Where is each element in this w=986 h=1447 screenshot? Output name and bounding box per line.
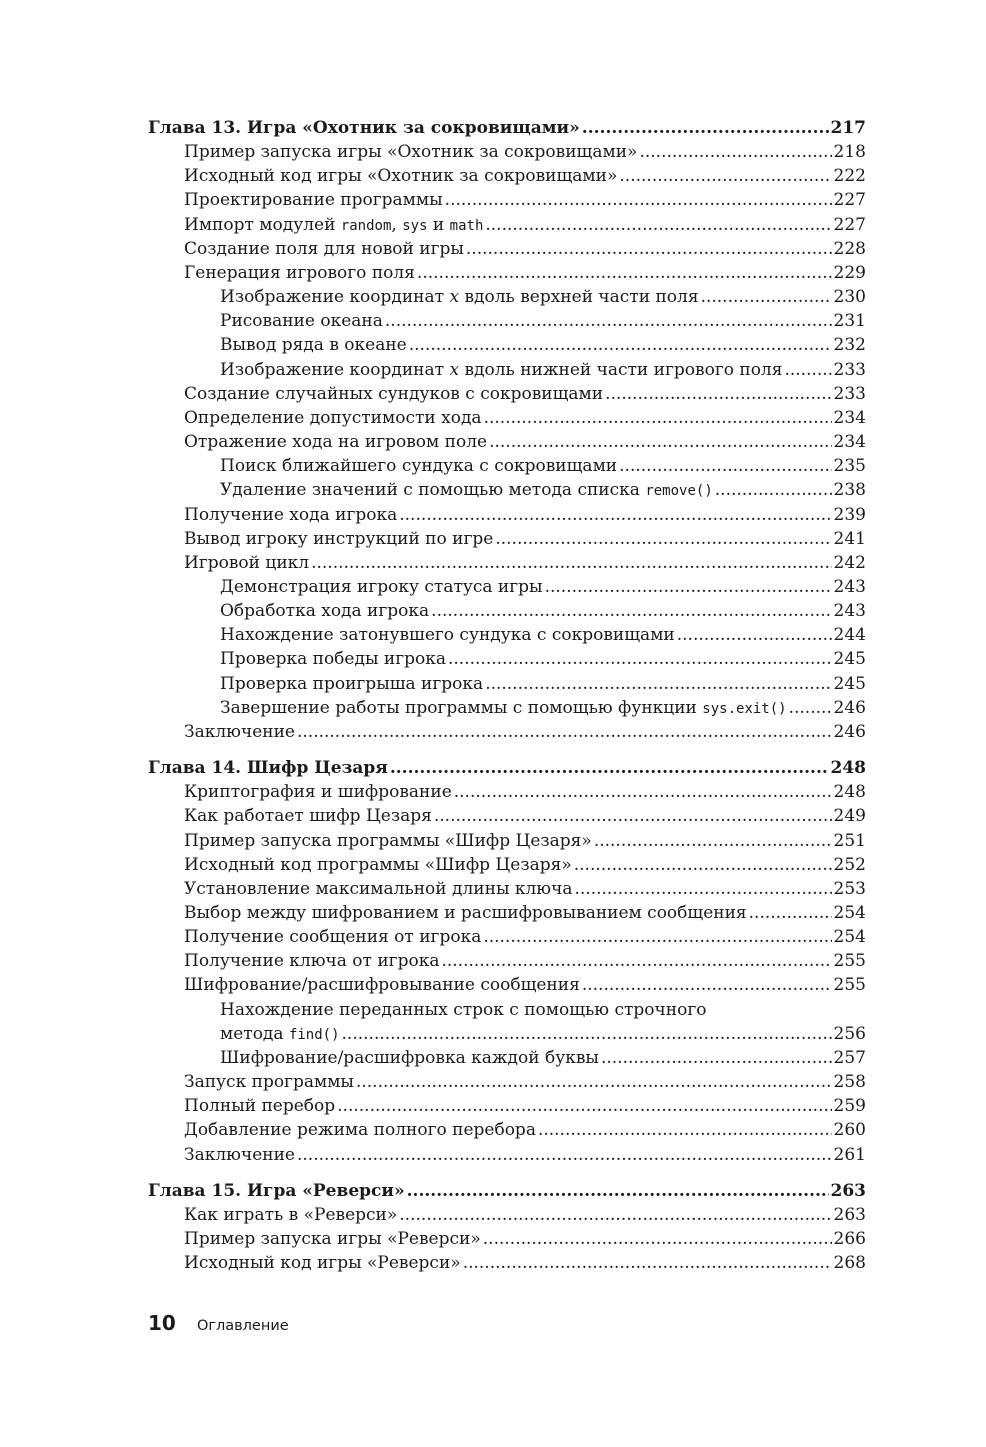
toc-entry <box>148 1094 866 1118</box>
toc-entry-title: Нахождение переданных строк с помощью строчного <box>220 999 707 1020</box>
toc-entry <box>148 575 866 599</box>
leader-dots <box>342 1022 832 1046</box>
leader-dots <box>407 1179 829 1203</box>
toc-page-number: 217 <box>830 118 866 138</box>
toc-page-number: 233 <box>833 359 866 380</box>
toc-page-number: 228 <box>833 238 866 259</box>
toc-entry-title: Заключение <box>184 721 295 742</box>
toc-entry-title: Исходный код игры «Охотник за сокровищами» <box>184 166 618 187</box>
page-footer <box>148 1311 289 1335</box>
toc-page-number: 231 <box>833 311 866 332</box>
toc-entry <box>148 829 866 853</box>
leader-dots <box>390 756 829 780</box>
toc-entry <box>148 599 866 623</box>
toc-entry-title: Пример запуска игры «Реверси» <box>184 1229 481 1250</box>
toc-entry <box>148 1251 866 1275</box>
toc-entry-title: Проверка проигрыша игрока <box>220 673 484 694</box>
leader-dots <box>385 309 832 333</box>
leader-dots <box>356 1070 832 1094</box>
toc-page-number: 252 <box>833 854 866 875</box>
leader-dots <box>574 853 832 877</box>
toc-chapter-entry <box>148 1179 866 1203</box>
leader-dots <box>448 647 832 671</box>
toc-entry-title: Получение хода игрока <box>184 504 398 525</box>
toc-entry-title: Пример запуска программы «Шифр Цезаря» <box>184 830 592 851</box>
toc-entry <box>148 285 866 309</box>
leader-dots <box>485 672 831 696</box>
toc-entry <box>148 973 866 997</box>
leader-dots <box>677 623 832 647</box>
leader-dots <box>715 478 832 502</box>
leader-dots <box>605 382 831 406</box>
toc-page-number: 245 <box>833 649 866 670</box>
toc-page-number: 254 <box>833 903 866 923</box>
leader-dots <box>582 973 832 997</box>
toc-entry <box>148 527 866 551</box>
leader-dots <box>701 285 832 309</box>
toc-entry-title: Изображение координат x вдоль верхней части поля <box>220 287 699 308</box>
toc-entry <box>148 1143 866 1167</box>
leader-dots <box>601 1046 832 1070</box>
table-of-contents <box>148 116 866 1275</box>
toc-page-number: 230 <box>833 287 866 308</box>
toc-entry <box>148 213 866 237</box>
leader-dots <box>441 949 831 973</box>
toc-entry-title: Получение сообщения от игрока <box>184 927 482 948</box>
toc-entry <box>148 804 866 828</box>
leader-dots <box>337 1094 831 1118</box>
toc-entry-title: Проверка победы игрока <box>220 649 446 670</box>
toc-entry-title: Создание случайных сундуков с сокровищами <box>184 383 604 404</box>
toc-page-number: 243 <box>833 601 866 622</box>
toc-page-number: 256 <box>833 1023 866 1044</box>
leader-dots <box>434 804 832 828</box>
toc-page-number: 244 <box>833 625 866 646</box>
toc-page-number: 235 <box>833 456 866 477</box>
leader-dots <box>594 829 832 853</box>
toc-entry <box>148 358 866 382</box>
toc-entry <box>148 672 866 696</box>
leader-dots <box>431 599 831 623</box>
leader-dots <box>297 1143 832 1167</box>
toc-chapter-entry <box>148 756 866 780</box>
toc-entry-title: Добавление режима полного перебора <box>184 1120 536 1141</box>
toc-page-number: 222 <box>833 166 866 187</box>
toc-entry-title: Выбор между шифрованием и расшифровыванием сообщения <box>184 903 747 923</box>
toc-entry <box>148 164 866 188</box>
toc-entry <box>148 1022 866 1046</box>
toc-entry <box>148 696 866 720</box>
toc-entry-title: Обработка хода игрока <box>220 601 430 622</box>
leader-dots <box>483 925 831 949</box>
toc-entry-title: Как играть в «Реверси» <box>184 1204 398 1225</box>
toc-page-number: 234 <box>833 407 866 428</box>
toc-entry <box>148 998 866 1022</box>
toc-entry-title: Исходный код игры «Реверси» <box>184 1253 461 1274</box>
leader-dots <box>784 358 831 382</box>
toc-entry-title: Шифрование/расшифровка каждой буквы <box>220 1047 599 1068</box>
toc-entry-title: Вывод ряда в океане <box>220 335 407 356</box>
leader-dots <box>463 1251 832 1275</box>
toc-page-number: 257 <box>833 1047 866 1068</box>
leader-dots <box>495 527 831 551</box>
leader-dots <box>545 575 832 599</box>
toc-page-number: 238 <box>833 480 866 501</box>
leader-dots <box>485 213 831 237</box>
toc-entry-title: Проектирование программы <box>184 190 443 211</box>
toc-page-number: 248 <box>833 782 866 803</box>
toc-entry <box>148 333 866 357</box>
toc-entry-title: Пример запуска игры «Охотник за сокровищами» <box>184 142 638 163</box>
toc-page-number: 245 <box>833 673 866 694</box>
toc-page-number: 261 <box>833 1144 866 1165</box>
toc-page-number: 243 <box>833 576 866 597</box>
leader-dots <box>409 333 832 357</box>
toc-entry <box>148 261 866 285</box>
leader-dots <box>297 720 832 744</box>
toc-entry-title: Исходный код программы «Шифр Цезаря» <box>184 854 572 875</box>
toc-page-number: 233 <box>833 383 866 404</box>
toc-entry-title: Создание поля для новой игры <box>184 238 464 259</box>
toc-entry <box>148 1070 866 1094</box>
leader-dots <box>574 877 831 901</box>
toc-entry <box>148 406 866 430</box>
leader-dots <box>639 140 831 164</box>
leader-dots <box>483 1227 832 1251</box>
toc-entry-title: Генерация игрового поля <box>184 262 415 283</box>
toc-page-number: 255 <box>833 951 866 972</box>
toc-entry <box>148 1227 866 1251</box>
toc-entry <box>148 430 866 454</box>
toc-page-number: 242 <box>833 552 866 573</box>
toc-entry <box>148 623 866 647</box>
toc-entry <box>148 1046 866 1070</box>
toc-entry <box>148 237 866 261</box>
toc-entry-title: Глава 13. Игра «Охотник за сокровищами» <box>148 118 580 138</box>
toc-page-number: 248 <box>830 758 866 779</box>
toc-entry-title: Заключение <box>184 1144 295 1165</box>
leader-dots <box>538 1118 832 1142</box>
toc-entry-title: Как работает шифр Цезаря <box>184 806 432 827</box>
toc-entry-title: Игровой цикл <box>184 552 310 573</box>
toc-entry-title: Импорт модулей random, sys и math <box>184 214 484 235</box>
toc-entry-title: Изображение координат x вдоль нижней части игрового поля <box>220 359 783 380</box>
toc-page-number: 253 <box>833 878 866 899</box>
toc-entry <box>148 925 866 949</box>
toc-page-number: 227 <box>833 190 866 211</box>
leader-dots <box>484 406 832 430</box>
toc-page-number: 234 <box>833 432 866 453</box>
toc-entry-title: Полный перебор <box>184 1096 336 1117</box>
page-number: 10 <box>148 1311 176 1335</box>
toc-page-number: 229 <box>833 262 866 283</box>
toc-page-number: 239 <box>833 504 866 525</box>
toc-entry-title: Установление максимальной длины ключа <box>184 878 573 899</box>
leader-dots <box>445 188 832 212</box>
toc-page-number: 232 <box>833 335 866 356</box>
toc-entry-title: Вывод игроку инструкций по игре <box>184 528 494 549</box>
toc-page-number: 268 <box>833 1253 866 1274</box>
toc-entry-title: Поиск ближайшего сундука с сокровищами <box>220 456 618 477</box>
toc-entry <box>148 454 866 478</box>
toc-entry <box>148 901 866 925</box>
toc-page-number: 258 <box>833 1072 866 1093</box>
toc-entry-title: Определение допустимости хода <box>184 407 482 428</box>
toc-entry-title: Отражение хода на игровом поле <box>184 432 488 453</box>
toc-entry-title: Глава 14. Шифр Цезаря <box>148 758 388 779</box>
toc-entry <box>148 551 866 575</box>
leader-dots <box>311 551 831 575</box>
leader-dots <box>489 430 831 454</box>
toc-entry <box>148 720 866 744</box>
toc-page-number: 266 <box>833 1229 866 1250</box>
leader-dots <box>417 261 832 285</box>
toc-entry <box>148 780 866 804</box>
toc-page-number: 263 <box>833 1204 866 1225</box>
toc-entry <box>148 1203 866 1227</box>
leader-dots <box>466 237 832 261</box>
toc-page-number: 246 <box>833 697 866 718</box>
toc-page-number: 218 <box>833 142 866 163</box>
toc-page-number: 249 <box>833 806 866 827</box>
leader-dots <box>454 780 832 804</box>
toc-entry-title: Глава 15. Игра «Реверси» <box>148 1180 405 1201</box>
toc-page-number: 227 <box>833 214 866 235</box>
leader-dots <box>619 164 831 188</box>
toc-entry <box>148 647 866 671</box>
toc-entry-title: Завершение работы программы с помощью функции sys.exit() <box>220 697 787 718</box>
toc-entry <box>148 503 866 527</box>
toc-page-number: 241 <box>833 528 866 549</box>
toc-entry-title: Запуск программы <box>184 1072 354 1093</box>
toc-entry-title: Рисование океана <box>220 311 383 332</box>
toc-chapter-entry <box>148 116 866 140</box>
toc-entry <box>148 309 866 333</box>
toc-page-number: 246 <box>833 721 866 742</box>
leader-dots <box>399 503 831 527</box>
toc-entry <box>148 188 866 212</box>
toc-entry-title: Шифрование/расшифровывание сообщения <box>184 975 580 996</box>
toc-entry-title: метода find() <box>220 1023 340 1044</box>
toc-page-number: 259 <box>833 1096 866 1117</box>
toc-page-number: 263 <box>830 1180 866 1201</box>
toc-page-number: 260 <box>833 1120 866 1141</box>
toc-entry-title: Получение ключа от игрока <box>184 951 440 972</box>
toc-page-number: 254 <box>833 927 866 948</box>
toc-entry-title: Нахождение затонувшего сундука с сокровищами <box>220 625 675 646</box>
toc-entry <box>148 949 866 973</box>
toc-entry <box>148 853 866 877</box>
toc-entry <box>148 478 866 502</box>
toc-entry-title: Демонстрация игроку статуса игры <box>220 576 543 597</box>
toc-entry <box>148 877 866 901</box>
toc-entry <box>148 140 866 164</box>
toc-page-number: 255 <box>833 975 866 996</box>
toc-entry <box>148 382 866 406</box>
leader-dots <box>749 901 832 925</box>
toc-entry <box>148 1118 866 1142</box>
leader-dots <box>399 1203 831 1227</box>
toc-entry-title: Удаление значений с помощью метода списка remove() <box>220 480 713 501</box>
running-header-label: Оглавление <box>196 1318 289 1334</box>
leader-dots <box>789 696 832 720</box>
toc-entry-title: Криптография и шифрование <box>184 782 452 803</box>
leader-dots <box>582 116 829 140</box>
leader-dots <box>619 454 831 478</box>
toc-page-number: 251 <box>833 830 866 851</box>
